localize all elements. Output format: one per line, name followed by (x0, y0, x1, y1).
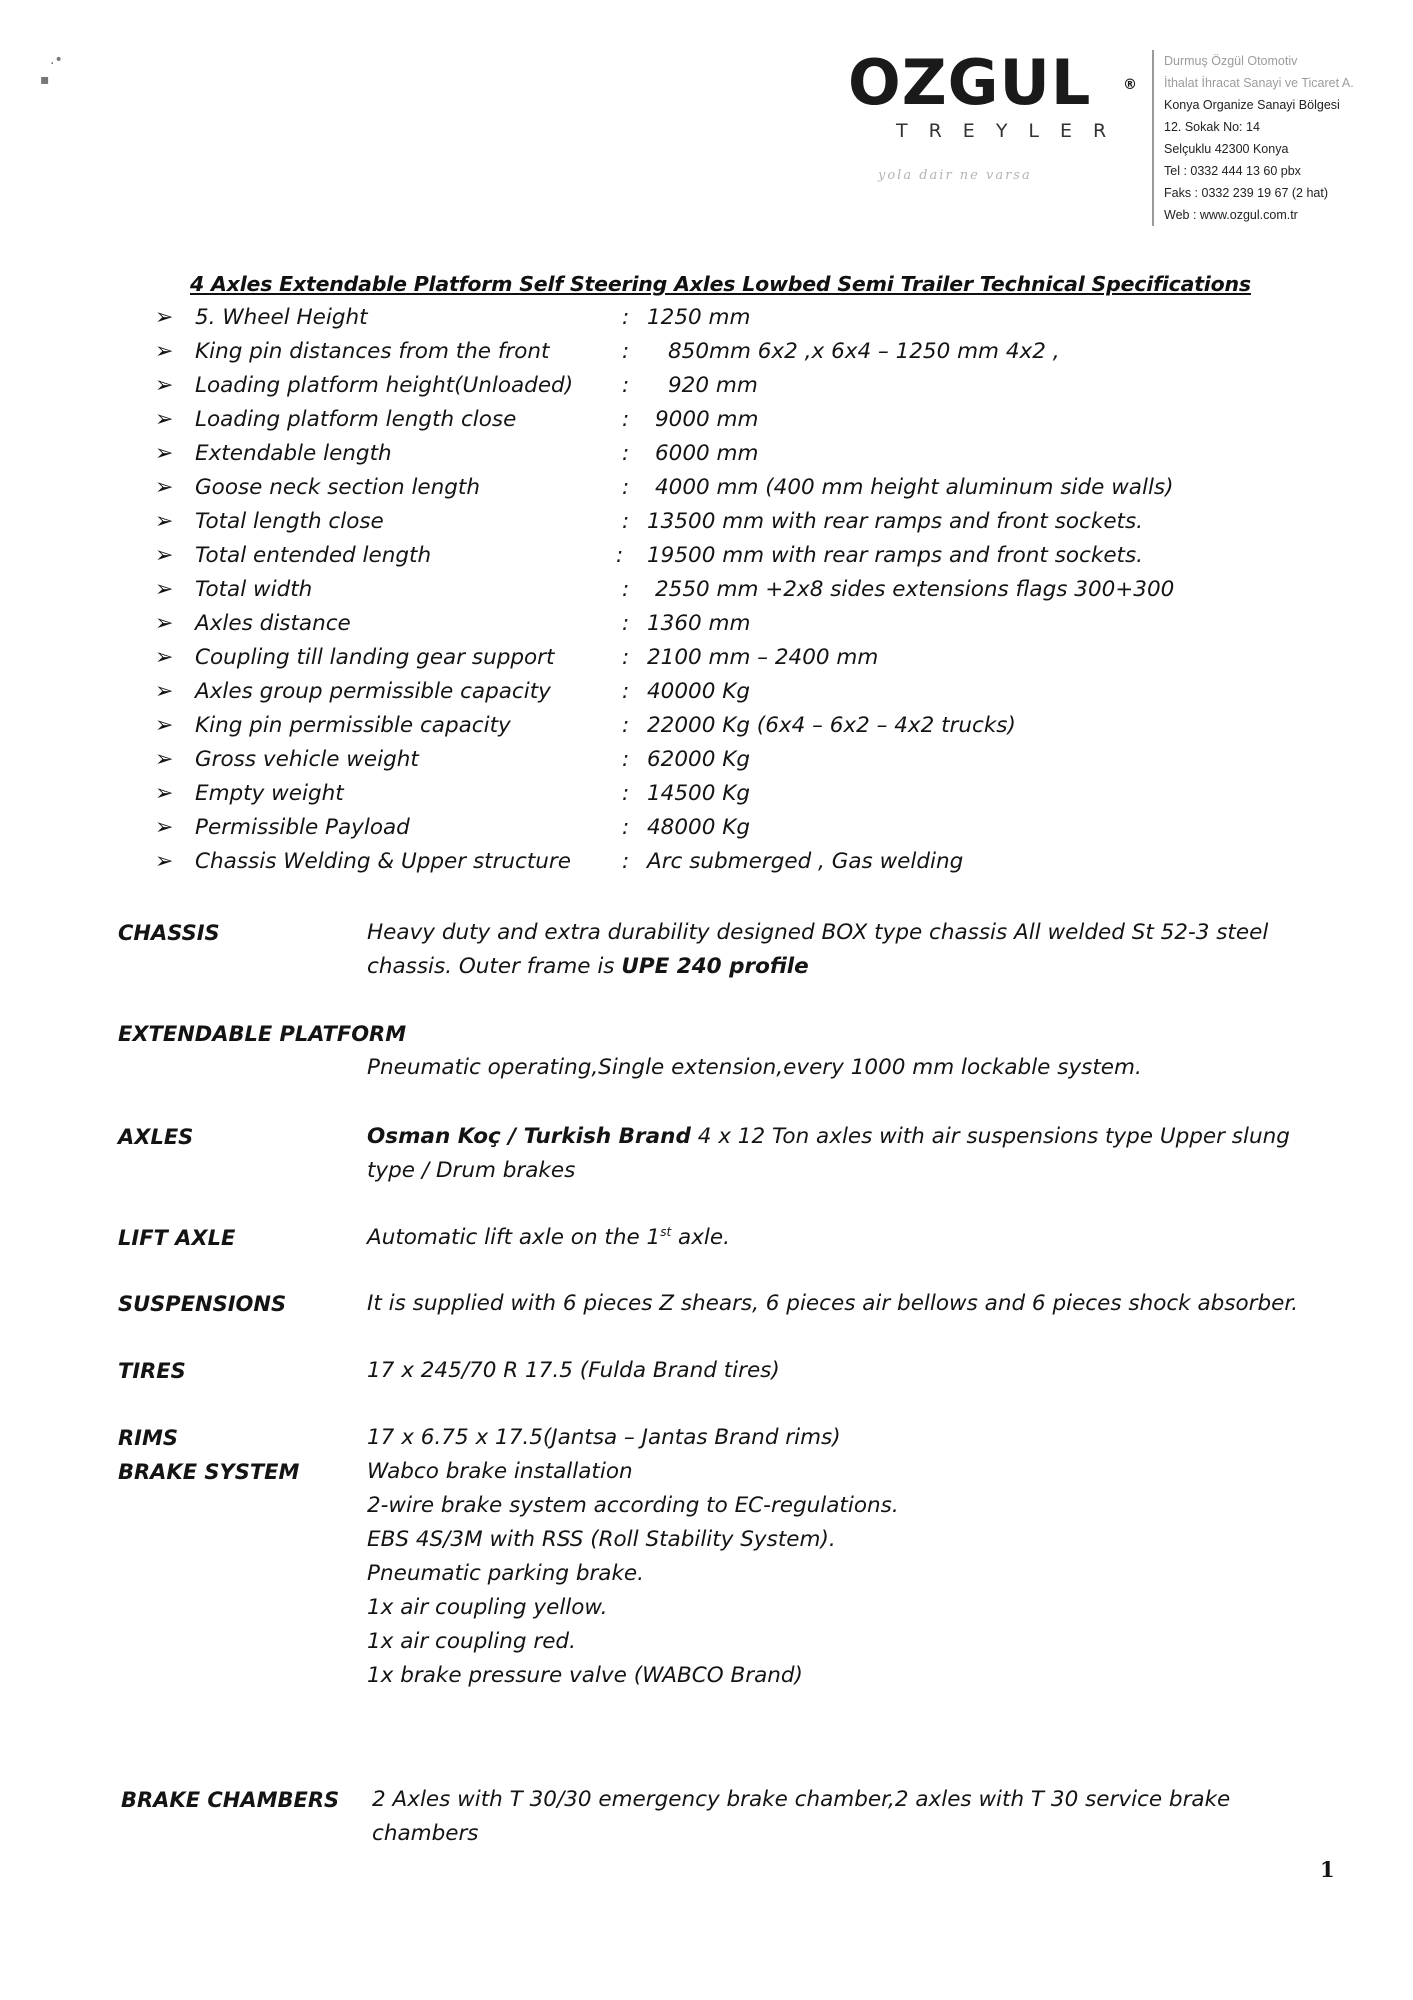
spec-label: 5. Wheel Height (195, 305, 368, 330)
body-line: type / Drum brakes (367, 1158, 576, 1183)
phone-line: Tel : 0332 444 13 60 pbx (1164, 164, 1301, 178)
spec-value: 2100 mm – 2400 mm (647, 645, 879, 670)
section-body (367, 1287, 1347, 1321)
body-line: 17 x 6.75 x 17.5(Jantsa – Jantas Brand rims) (367, 1425, 841, 1450)
spec-row (150, 849, 1250, 883)
spec-colon: : (622, 305, 630, 330)
arrow-bullet-icon: ➢ (155, 849, 174, 874)
body-line (367, 950, 1347, 984)
logo-registered-mark: ® (1123, 77, 1138, 93)
spec-label: Gross vehicle weight (195, 747, 419, 772)
spec-row (150, 407, 1250, 441)
section-title: EXTENDABLE PLATFORM (118, 1022, 407, 1046)
spec-value: 14500 Kg (647, 781, 750, 806)
spec-value: 2550 mm +2x8 sides extensions flags 300+300 (655, 577, 1175, 602)
section-body (367, 1455, 1347, 1693)
company-address-block (1152, 50, 1354, 226)
spec-colon: : (622, 475, 630, 500)
spec-row (150, 577, 1250, 611)
body-line: 1x air coupling red. (367, 1629, 576, 1654)
body-line: 2 Axles with T 30/30 emergency brake chamber,2 axles with T 30 service brake (372, 1787, 1231, 1812)
arrow-bullet-icon: ➢ (155, 339, 174, 364)
spec-value: 1250 mm (647, 305, 751, 330)
arrow-bullet-icon: ➢ (155, 747, 174, 772)
logo-subtitle: TREYLER (896, 120, 1128, 142)
body-text: 4 x 12 Ton axles with air suspensions type Upper slung (690, 1124, 1290, 1149)
company-logo (848, 46, 1138, 183)
arrow-bullet-icon: ➢ (155, 611, 174, 636)
spec-colon: : (622, 373, 630, 398)
body-line: EBS 4S/3M with RSS (Roll Stability System). (367, 1527, 836, 1552)
spec-colon: : (622, 577, 630, 602)
spec-value: 6000 mm (655, 441, 759, 466)
arrow-bullet-icon: ➢ (155, 577, 174, 602)
arrow-bullet-icon: ➢ (155, 815, 174, 840)
spec-colon: : (622, 407, 630, 432)
section-title: SUSPENSIONS (118, 1292, 287, 1316)
logo-slogan: yola dair ne varsa (878, 168, 1032, 183)
section-body (372, 1783, 1352, 1851)
spec-value: 13500 mm with rear ramps and front sockets. (647, 509, 1144, 534)
section-body (367, 1120, 1347, 1188)
body-line: Wabco brake installation (367, 1459, 633, 1484)
spec-label: Permissible Payload (195, 815, 410, 840)
spec-colon: : (622, 611, 630, 636)
address-line: Konya Organize Sanayi Bölgesi (1164, 98, 1340, 112)
page-number: 1 (1320, 1857, 1335, 1882)
body-line: Pneumatic operating,Single extension,every 1000 mm lockable system. (367, 1055, 1142, 1080)
arrow-bullet-icon: ➢ (155, 475, 174, 500)
spec-row (150, 679, 1250, 713)
spec-label: Extendable length (195, 441, 392, 466)
spec-colon: : (622, 713, 630, 738)
document-title: 4 Axles Extendable Platform Self Steering Axles Lowbed Semi Trailer Technical Specifications (190, 272, 1251, 296)
website-line: Web : www.ozgul.com.tr (1164, 208, 1298, 222)
spec-colon: : (622, 849, 630, 874)
section-title: RIMS (118, 1426, 179, 1450)
arrow-bullet-icon: ➢ (155, 543, 174, 568)
spec-colon: : (622, 645, 630, 670)
logo-wordmark: OZGUL (848, 46, 1092, 119)
section-body (367, 916, 1347, 984)
arrow-bullet-icon: ➢ (155, 679, 174, 704)
spec-row (150, 339, 1250, 373)
spec-label: King pin permissible capacity (195, 713, 511, 738)
body-line: chambers (372, 1821, 479, 1846)
section-title: BRAKE CHAMBERS (121, 1788, 340, 1812)
spec-label: Goose neck section length (195, 475, 480, 500)
company-name-line: İthalat İhracat Sanayi ve Ticaret A. (1164, 76, 1354, 90)
spec-row (150, 509, 1250, 543)
spec-colon: : (622, 509, 630, 534)
spec-label: Total length close (195, 509, 384, 534)
spec-value: 920 mm (668, 373, 758, 398)
section-body (367, 1221, 1347, 1255)
body-line: 1x air coupling yellow. (367, 1595, 608, 1620)
spec-colon: : (622, 781, 630, 806)
address-line: Selçuklu 42300 Konya (1164, 142, 1289, 156)
spec-value: 48000 Kg (647, 815, 750, 840)
spec-colon: : (622, 339, 630, 364)
arrow-bullet-icon: ➢ (155, 305, 174, 330)
spec-value: 9000 mm (655, 407, 759, 432)
spec-colon: : (622, 441, 630, 466)
arrow-bullet-icon: ➢ (155, 713, 174, 738)
body-line: 2-wire brake system according to EC-regulations. (367, 1493, 899, 1518)
arrow-bullet-icon: ➢ (155, 781, 174, 806)
spec-label: King pin distances from the front (195, 339, 550, 364)
address-line: 12. Sokak No: 14 (1164, 120, 1260, 134)
spec-colon: : (622, 679, 630, 704)
body-text-bold: Osman Koç / Turkish Brand (367, 1124, 691, 1149)
spec-row (150, 747, 1250, 781)
spec-row (150, 611, 1250, 645)
spec-value: 4000 mm (400 mm height aluminum side walls) (655, 475, 1174, 500)
body-line: Pneumatic parking brake. (367, 1561, 644, 1586)
spec-row (150, 441, 1250, 475)
body-line: 17 x 245/70 R 17.5 (Fulda Brand tires) (367, 1358, 780, 1383)
spec-colon: : (622, 815, 630, 840)
spec-row (150, 815, 1250, 849)
arrow-bullet-icon: ➢ (155, 645, 174, 670)
scan-artifact: .• (50, 52, 63, 68)
superscript: st (660, 1224, 672, 1239)
spec-value: 22000 Kg (6x4 – 6x2 – 4x2 trucks) (647, 713, 1016, 738)
body-text-bold: UPE 240 profile (621, 954, 809, 979)
company-name-line: Durmuş Özgül Otomotiv (1164, 54, 1298, 68)
spec-value: Arc submerged , Gas welding (647, 849, 964, 874)
section-title: TIRES (118, 1359, 186, 1383)
arrow-bullet-icon: ➢ (155, 407, 174, 432)
spec-label: Coupling till landing gear support (195, 645, 555, 670)
spec-value: 62000 Kg (647, 747, 750, 772)
body-line: 1x brake pressure valve (WABCO Brand) (367, 1663, 803, 1688)
body-line: It is supplied with 6 pieces Z shears, 6 pieces air bellows and 6 pieces shock absorber. (367, 1291, 1299, 1316)
spec-colon: : (616, 543, 624, 568)
section-title: BRAKE SYSTEM (118, 1460, 300, 1484)
fax-line: Faks : 0332 239 19 67 (2 hat) (1164, 186, 1328, 200)
spec-row (150, 713, 1250, 747)
section-title: AXLES (118, 1125, 194, 1149)
spec-row (150, 781, 1250, 815)
spec-label: Axles distance (195, 611, 351, 636)
section-title: LIFT AXLE (118, 1226, 236, 1250)
body-text: chassis. Outer frame is (367, 954, 622, 979)
spec-label: Loading platform height(Unloaded) (195, 373, 574, 398)
spec-colon: : (622, 747, 630, 772)
spec-row (150, 543, 1250, 577)
body-text: axle. (671, 1225, 730, 1250)
spec-label: Chassis Welding & Upper structure (195, 849, 571, 874)
section-body (367, 1051, 1347, 1085)
body-text: Automatic lift axle on the 1 (367, 1225, 661, 1250)
spec-value: 40000 Kg (647, 679, 750, 704)
spec-row (150, 373, 1250, 407)
spec-row (150, 305, 1250, 339)
body-line (367, 1221, 1347, 1255)
body-line (367, 1120, 1347, 1154)
scan-artifact: ▪ (40, 72, 50, 88)
arrow-bullet-icon: ➢ (155, 509, 174, 534)
spec-value: 1360 mm (647, 611, 751, 636)
spec-value: 850mm 6x2 ,x 6x4 – 1250 mm 4x2 , (668, 339, 1060, 364)
body-line: Heavy duty and extra durability designed BOX type chassis All welded St 52-3 steel (367, 920, 1269, 945)
section-body (367, 1421, 1347, 1455)
spec-label: Loading platform length close (195, 407, 517, 432)
spec-label: Total width (195, 577, 313, 602)
spec-value: 19500 mm with rear ramps and front sockets. (647, 543, 1144, 568)
section-body (367, 1354, 1347, 1388)
spec-row (150, 475, 1250, 509)
arrow-bullet-icon: ➢ (155, 373, 174, 398)
section-title: CHASSIS (118, 921, 220, 945)
spec-label: Axles group permissible capacity (195, 679, 551, 704)
spec-label: Empty weight (195, 781, 344, 806)
spec-label: Total entended length (195, 543, 432, 568)
spec-row (150, 645, 1250, 679)
arrow-bullet-icon: ➢ (155, 441, 174, 466)
